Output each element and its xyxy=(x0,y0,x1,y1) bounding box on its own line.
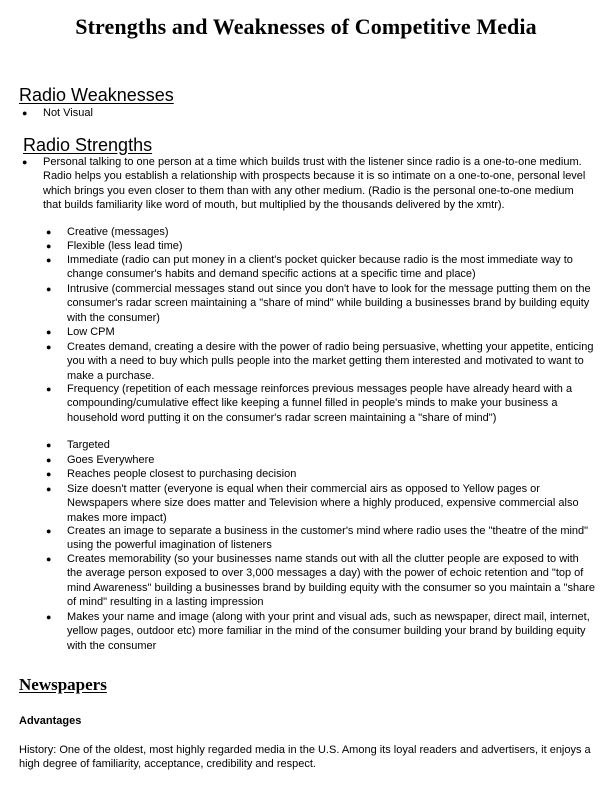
strength-item: Reaches people closest to purchasing decision xyxy=(67,468,297,480)
weakness-item: Not Visual xyxy=(43,107,93,119)
newspapers-heading: Newspapers xyxy=(19,675,107,694)
strength-item: Flexible (less lead time) xyxy=(67,240,183,252)
strength-item: Makes your name and image (along with your print and visual ads, such as newspaper, direct mail, internet, yellow pages, outdoor etc) more familiar in the mind of the consumer building your brand by building equity with the consumer xyxy=(67,611,590,652)
bullet-icon: ● xyxy=(46,554,52,564)
bullet-icon: ● xyxy=(46,455,52,465)
bullet-icon: ● xyxy=(46,469,52,479)
bullet-icon: ● xyxy=(46,526,52,536)
bullet-icon: ● xyxy=(22,157,28,167)
strength-item: Goes Everywhere xyxy=(67,454,155,466)
strength-item: Creates an image to separate a business in the customer's mind where radio uses the "theatre of the mind" using the powerful imagination of listeners xyxy=(67,525,589,552)
bullet-icon: ● xyxy=(46,327,52,337)
bullet-icon: ● xyxy=(46,342,52,352)
bullet-icon: ● xyxy=(46,241,52,251)
strength-item: Creative (messages) xyxy=(67,226,169,238)
radio-weaknesses-heading: Radio Weaknesses xyxy=(19,85,174,105)
bullet-icon: ● xyxy=(46,612,52,622)
strength-item: Frequency (repetition of each message reinforces previous messages people have already heard with a compounding/cumulative effect like keeping a funnel filled in people's minds to make your business a household word putting it on the consumer's radar screen maintaining a "share of mind") xyxy=(67,383,573,424)
bullet-icon: ● xyxy=(46,484,52,494)
strength-item: Intrusive (commercial messages stand out since you don't have to look for the message putting them on the consumer's radar screen maintaining a "share of mind" while building a businesses brand by building equity with the consumer) xyxy=(67,283,591,324)
bullet-icon: ● xyxy=(46,284,52,294)
bullet-icon: ● xyxy=(46,384,52,394)
strength-item: Size doesn't matter (everyone is equal when their commercial airs as opposed to Yellow pages or Newspapers where size does matter and Television where a highly produced, expensive commercial also makes more impact) xyxy=(67,483,579,524)
page-title: Strengths and Weaknesses of Competitive Media xyxy=(75,14,537,39)
bullet-icon: ● xyxy=(46,440,52,450)
strength-item: Creates demand, creating a desire with the power of radio being persuasive, whetting your appetite, enticing you with a need to buy which pulls people into the market getting them interested and motivated to want to make a purchase. xyxy=(67,341,594,382)
strength-item: Targeted xyxy=(67,439,110,451)
bullet-icon: ● xyxy=(46,227,52,237)
bullet-icon: ● xyxy=(46,255,52,265)
strength-item: Creates memorability (so your businesses name stands out with all the clutter people are exposed to with the average person exposed to over 3,000 messages a day) with the power of echoic retention and "top of mind Awareness" building a businesses brand by building equity with the consumer so you maintain a "share of mind" resulting in a lasting impression xyxy=(67,553,595,609)
radio-strengths-heading: Radio Strengths xyxy=(23,135,153,155)
strength-intro: Personal talking to one person at a time which builds trust with the listener since radio is a one-to-one medium. Radio helps you establish a relationship with prospects because it is so intimate on a one-to-one, personal level which brings you even closer to them than with any other medium. (Radio is the personal one-to-one medium that builds familiarity like word of mouth, but multiplied by the thousands delivered by the xmtr). xyxy=(43,156,586,212)
strength-item: Immediate (radio can put money in a client's pocket quicker because radio is the most immediate way to change consumer's habits and demand specific actions at a specific time and place) xyxy=(67,254,573,281)
advantages-subheading: Advantages xyxy=(19,715,82,727)
newspapers-paragraph: History: One of the oldest, most highly regarded media in the U.S. Among its loyal readers and advertisers, it enjoys a high degree of familiarity, acceptance, credibility and respect. xyxy=(19,744,591,771)
bullet-icon: ● xyxy=(22,108,28,118)
strength-item: Low CPM xyxy=(67,326,115,338)
